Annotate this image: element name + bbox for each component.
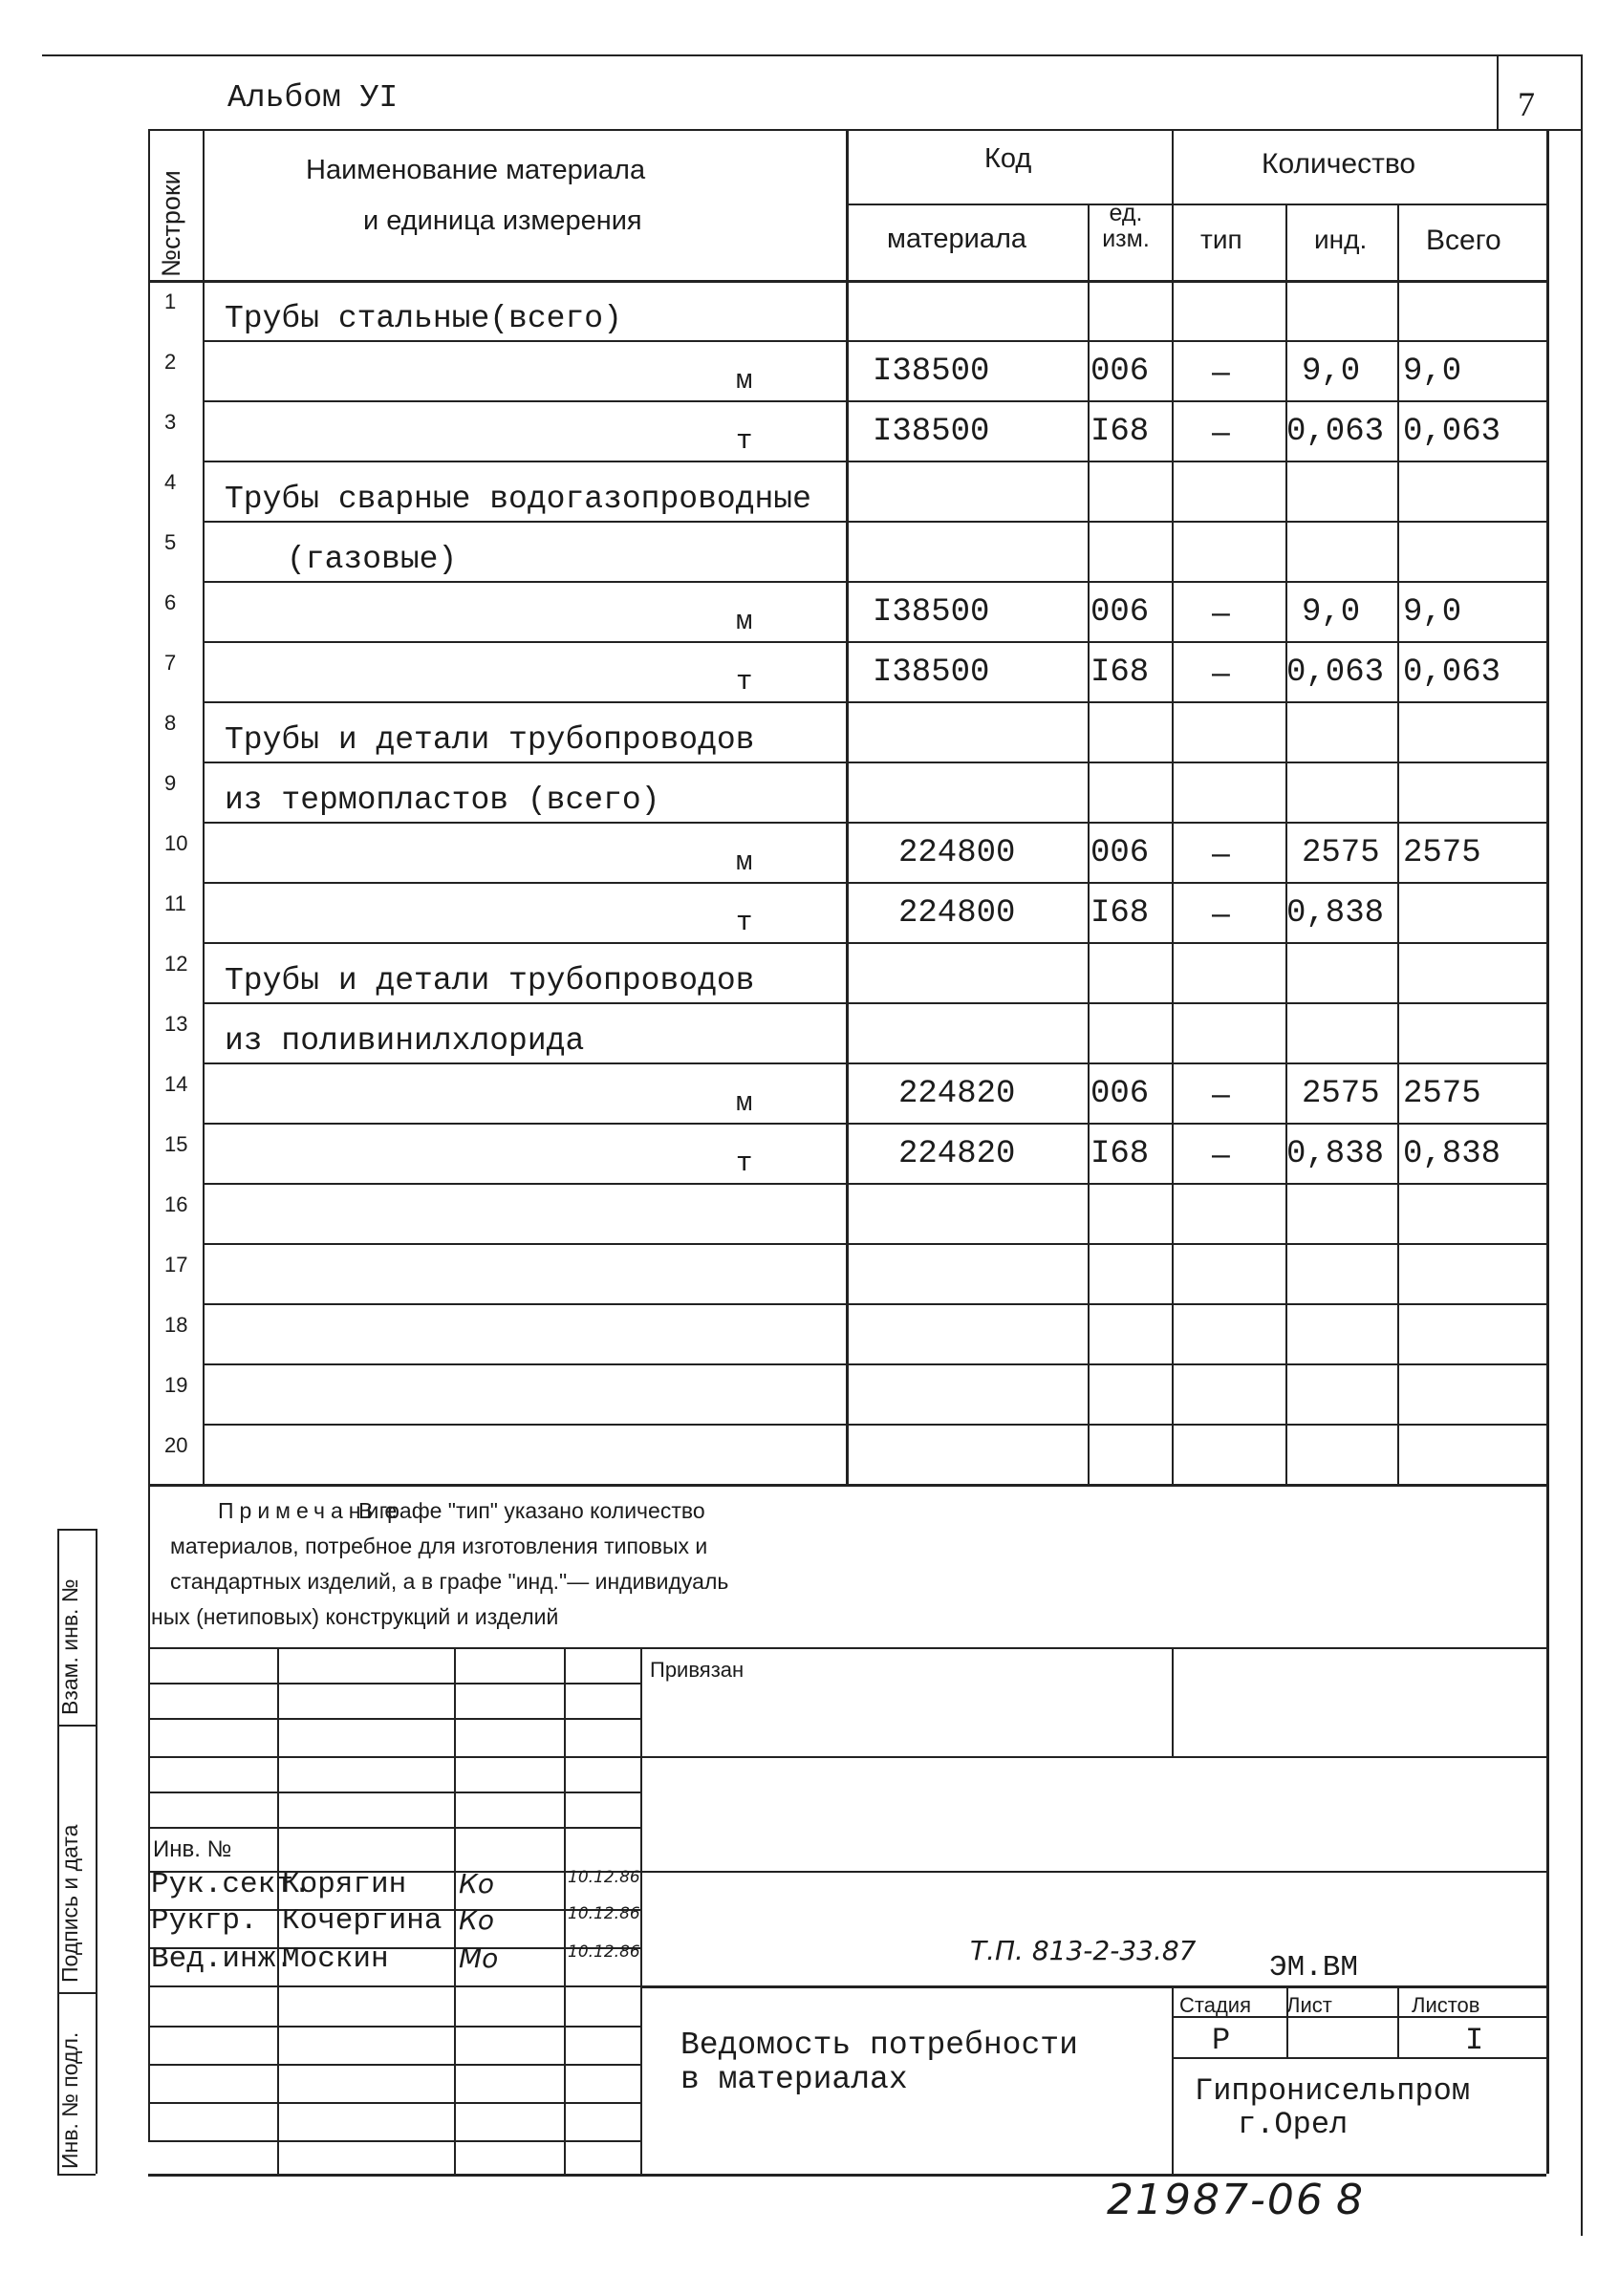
grid-line — [203, 1303, 1546, 1305]
qty-ind: 9,0 — [1302, 354, 1361, 390]
grid-line — [148, 2064, 640, 2066]
row-number: 1 — [164, 290, 177, 313]
material-name: Трубы сварные водогазопроводные — [225, 482, 811, 517]
qty-type: – — [1212, 895, 1230, 932]
qty-type: – — [1212, 835, 1230, 871]
grid-line — [148, 1827, 640, 1829]
row-number: 8 — [164, 711, 177, 735]
qty-total: 9,0 — [1403, 354, 1462, 390]
grid-line — [203, 1123, 1546, 1125]
row-number: 12 — [164, 952, 188, 976]
grid-line — [203, 581, 1546, 583]
signer-name: Кочергина — [282, 1904, 443, 1938]
qty-type: – — [1212, 1076, 1230, 1112]
unit-code: 006 — [1090, 1076, 1150, 1112]
signer-role: Вед.инж. — [151, 1942, 293, 1976]
note-label: Примечание — [218, 1498, 403, 1523]
grid-line — [148, 2026, 640, 2028]
grid-line — [203, 882, 1546, 884]
unit-of-measure: м — [736, 606, 753, 637]
row-number: 13 — [164, 1012, 188, 1036]
grid-line — [1172, 129, 1174, 1484]
unit-code: I68 — [1090, 895, 1150, 932]
grid-line — [148, 1683, 640, 1684]
doc-title-line2: в материалах — [680, 2062, 908, 2097]
org-line2: г.Орел — [1238, 2107, 1349, 2142]
signature: Ко — [459, 1868, 495, 1899]
row-number: 15 — [164, 1132, 188, 1156]
unit-of-measure: т — [736, 425, 753, 457]
col-header-qty-type: тип — [1200, 225, 1242, 254]
archive-number: 21987-06 — [1107, 2176, 1325, 2224]
unit-of-measure: т — [736, 907, 753, 938]
material-code: I38500 — [873, 414, 990, 450]
signer-role: Рукгр. — [151, 1904, 258, 1938]
col-header-code-material: материала — [887, 224, 1027, 254]
sheets-label: Листов — [1412, 1993, 1480, 2017]
qty-total: 2575 — [1403, 1076, 1481, 1112]
grid-line — [1088, 204, 1090, 1484]
stage-label: Стадия — [1179, 1993, 1251, 2017]
material-name: Трубы стальные(всего) — [225, 301, 622, 336]
org-line1: Гипронисельпром — [1195, 2073, 1471, 2109]
col-header-qty-total: Всего — [1426, 225, 1501, 256]
qty-ind: 9,0 — [1302, 594, 1361, 631]
col-header-name-line1: Наименование материала — [306, 155, 646, 185]
qty-ind: 0,063 — [1286, 654, 1385, 691]
grid-line — [203, 1183, 1546, 1185]
material-code: 224800 — [898, 835, 1016, 871]
material-code: 224800 — [898, 895, 1016, 932]
archive-sheet: 8 — [1336, 2176, 1363, 2224]
grid-line — [148, 1985, 640, 1987]
qty-total: 0,838 — [1403, 1136, 1501, 1172]
row-number: 7 — [164, 651, 177, 675]
unit-code: I68 — [1090, 414, 1150, 450]
material-code: 224820 — [898, 1136, 1016, 1172]
row-number: 14 — [164, 1072, 188, 1096]
grid-line — [203, 1363, 1546, 1365]
right-border — [1581, 56, 1583, 2236]
grid-line — [846, 129, 849, 1484]
qty-type: – — [1212, 354, 1230, 390]
material-code: I38500 — [873, 354, 990, 390]
note-line2: материалов, потребное для изготовления типовых и — [170, 1534, 708, 1558]
grid-line — [203, 641, 1546, 643]
note-line4: ных (нетиповых) конструкций и изделий — [151, 1604, 559, 1629]
grid-line — [148, 2102, 640, 2104]
left-table-border — [148, 129, 150, 2140]
grid-line — [203, 1243, 1546, 1245]
grid-line — [640, 1985, 1546, 1988]
note-line3: стандартных изделий, а в графе "инд."— индивидуаль — [170, 1569, 729, 1594]
material-name: из поливинилхлорида — [225, 1023, 585, 1059]
doc-mark: ЭМ.ВМ — [1269, 1951, 1359, 1985]
album-title: Альбом УI — [227, 80, 399, 116]
row-number: 16 — [164, 1192, 188, 1216]
grid-line — [148, 1484, 1546, 1487]
row-number: 6 — [164, 590, 177, 614]
row-number: 4 — [164, 470, 177, 494]
signature: Мо — [459, 1942, 499, 1974]
grid-line — [640, 1871, 1546, 1873]
qty-total: 9,0 — [1403, 594, 1462, 631]
material-code: 224820 — [898, 1076, 1016, 1112]
note-line1: В графе "тип" указано количество — [358, 1498, 705, 1523]
material-code: I38500 — [873, 594, 990, 631]
material-code: I38500 — [873, 654, 990, 691]
side-stamp-vzam: Взам. инв. № — [57, 1578, 82, 1715]
col-header-name-line2: и единица измерения — [363, 205, 642, 236]
grid-line — [57, 1725, 96, 1727]
grid-line — [640, 1756, 1546, 1758]
grid-line — [640, 1647, 642, 2174]
qty-ind: 0,063 — [1286, 414, 1385, 450]
qty-ind: 2575 — [1302, 1076, 1380, 1112]
col-header-rownum: №строки — [157, 170, 185, 277]
grid-line — [148, 1718, 640, 1720]
qty-total: 2575 — [1403, 835, 1481, 871]
doc-code: Т.П. 813-2-33.87 — [970, 1935, 1197, 1966]
material-name: (газовые) — [287, 542, 458, 577]
qty-type: – — [1212, 1136, 1230, 1172]
row-number: 5 — [164, 530, 177, 554]
grid-line — [57, 1529, 96, 1531]
grid-line — [1172, 1647, 1174, 1757]
grid-line — [148, 1647, 1546, 1649]
side-stamp-inv-podl: Инв. № подл. — [57, 2031, 82, 2169]
grid-line — [57, 1992, 96, 1994]
qty-type: – — [1212, 594, 1230, 631]
unit-of-measure: м — [736, 1087, 753, 1119]
grid-line — [203, 461, 1546, 462]
sign-date: 10.12.86 — [568, 1942, 640, 1962]
material-name: Трубы и детали трубопроводов — [225, 963, 755, 998]
sign-date: 10.12.86 — [568, 1904, 640, 1923]
unit-of-measure: м — [736, 365, 753, 397]
stamp-strip-right — [96, 1529, 97, 2174]
grid-line — [148, 2140, 640, 2142]
qty-total: 0,063 — [1403, 654, 1501, 691]
grid-line — [1285, 204, 1287, 1484]
privyazan-label: Привязан — [650, 1658, 745, 1682]
sheet-label: Лист — [1286, 1993, 1332, 2017]
row-number: 2 — [164, 350, 177, 374]
side-stamp-podpis: Подпись и дата — [57, 1824, 82, 1983]
grid-line — [57, 2174, 96, 2176]
unit-of-measure: т — [736, 666, 753, 697]
qty-total: 0,063 — [1403, 414, 1501, 450]
qty-ind: 0,838 — [1286, 895, 1385, 932]
doc-title-line1: Ведомость потребности — [680, 2028, 1078, 2063]
sheets-value: I — [1465, 2023, 1484, 2058]
signature: Ко — [459, 1904, 495, 1936]
stage-value: Р — [1212, 2023, 1231, 2058]
qty-ind: 2575 — [1302, 835, 1380, 871]
grid-line — [1172, 1985, 1174, 2174]
unit-of-measure: м — [736, 847, 753, 878]
signer-name: Москин — [282, 1942, 389, 1976]
unit-code: I68 — [1090, 654, 1150, 691]
unit-of-measure: т — [736, 1148, 753, 1179]
unit-code: 006 — [1090, 835, 1150, 871]
row-number: 19 — [164, 1373, 188, 1397]
row-number: 10 — [164, 831, 188, 855]
col-header-code: Код — [984, 143, 1032, 174]
grid-line — [203, 1424, 1546, 1426]
grid-line — [203, 942, 1546, 944]
grid-line — [203, 1002, 1546, 1004]
grid-line — [203, 701, 1546, 703]
material-name: Трубы и детали трубопроводов — [225, 722, 755, 758]
grid-line — [148, 1792, 640, 1793]
row-number: 11 — [164, 891, 186, 915]
top-border — [42, 54, 1583, 56]
sign-date: 10.12.86 — [568, 1868, 640, 1887]
page-number: 7 — [1518, 85, 1535, 123]
inv-no-label: Инв. № — [153, 1836, 232, 1862]
row-number: 9 — [164, 771, 177, 795]
unit-code: 006 — [1090, 354, 1150, 390]
row-number: 17 — [164, 1253, 188, 1277]
qty-ind: 0,838 — [1286, 1136, 1385, 1172]
col-header-qty-ind: инд. — [1314, 225, 1368, 254]
grid-line — [148, 1756, 640, 1758]
grid-line — [203, 521, 1546, 523]
grid-line — [203, 129, 205, 1484]
grid-line — [203, 762, 1546, 763]
unit-code: 006 — [1090, 594, 1150, 631]
grid-line — [1397, 1985, 1399, 2057]
grid-line — [203, 1062, 1546, 1064]
signer-role: Рук.сект. — [151, 1868, 312, 1901]
row-number: 3 — [164, 410, 177, 434]
row-number: 18 — [164, 1313, 188, 1337]
grid-line — [846, 204, 1546, 205]
row-number: 20 — [164, 1433, 188, 1457]
grid-line — [1397, 204, 1399, 1484]
col-header-code-unit: ед. изм. — [1102, 200, 1150, 252]
grid-line — [203, 340, 1546, 342]
col-header-qty: Количество — [1262, 148, 1416, 180]
unit-code: I68 — [1090, 1136, 1150, 1172]
grid-line — [203, 400, 1546, 402]
page-number-divider — [1497, 56, 1499, 131]
qty-type: – — [1212, 654, 1230, 691]
signer-name: Корягин — [282, 1868, 407, 1901]
material-name: из термопластов (всего) — [225, 783, 660, 818]
right-table-border — [1546, 129, 1549, 2174]
grid-line — [203, 822, 1546, 824]
qty-type: – — [1212, 414, 1230, 450]
